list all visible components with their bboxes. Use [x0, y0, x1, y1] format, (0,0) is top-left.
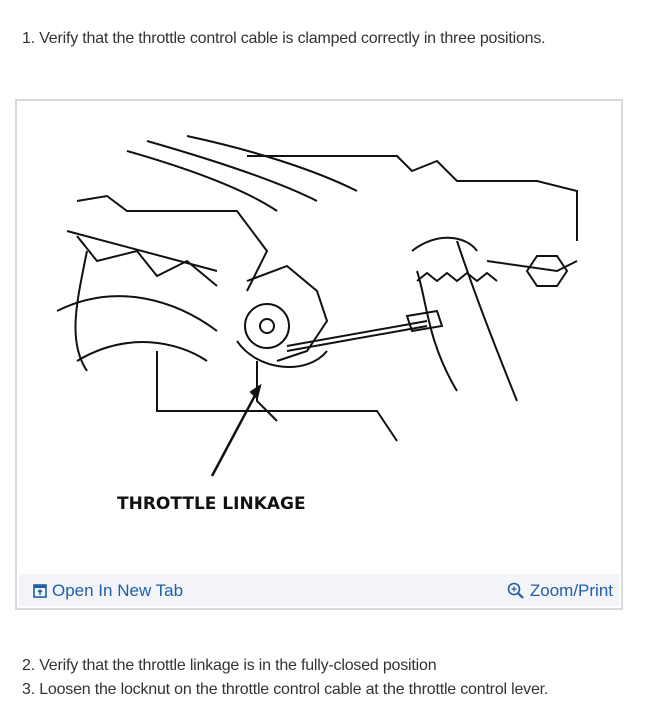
step-2-text: 2. Verify that the throttle linkage is in the fully-closed position [22, 657, 437, 674]
open-new-tab-icon [33, 584, 47, 598]
figure-frame [15, 99, 623, 610]
step-3-text: 3. Loosen the locknut on the throttle control cable at the throttle control lever. [22, 681, 549, 698]
open-in-new-tab-label: Open In New Tab [52, 581, 184, 600]
zoom-in-icon [507, 582, 525, 600]
open-in-new-tab-link[interactable] [33, 581, 183, 601]
zoom-print-link[interactable] [507, 581, 613, 601]
figure-caption: THROTTLE LINKAGE [117, 494, 306, 514]
figure-toolbar [19, 574, 619, 606]
throttle-linkage-diagram [17, 101, 621, 571]
step-1-text: 1. Verify that the throttle control cable is clamped correctly in three positions. [22, 30, 546, 47]
zoom-print-label: Zoom/Print [529, 581, 613, 600]
